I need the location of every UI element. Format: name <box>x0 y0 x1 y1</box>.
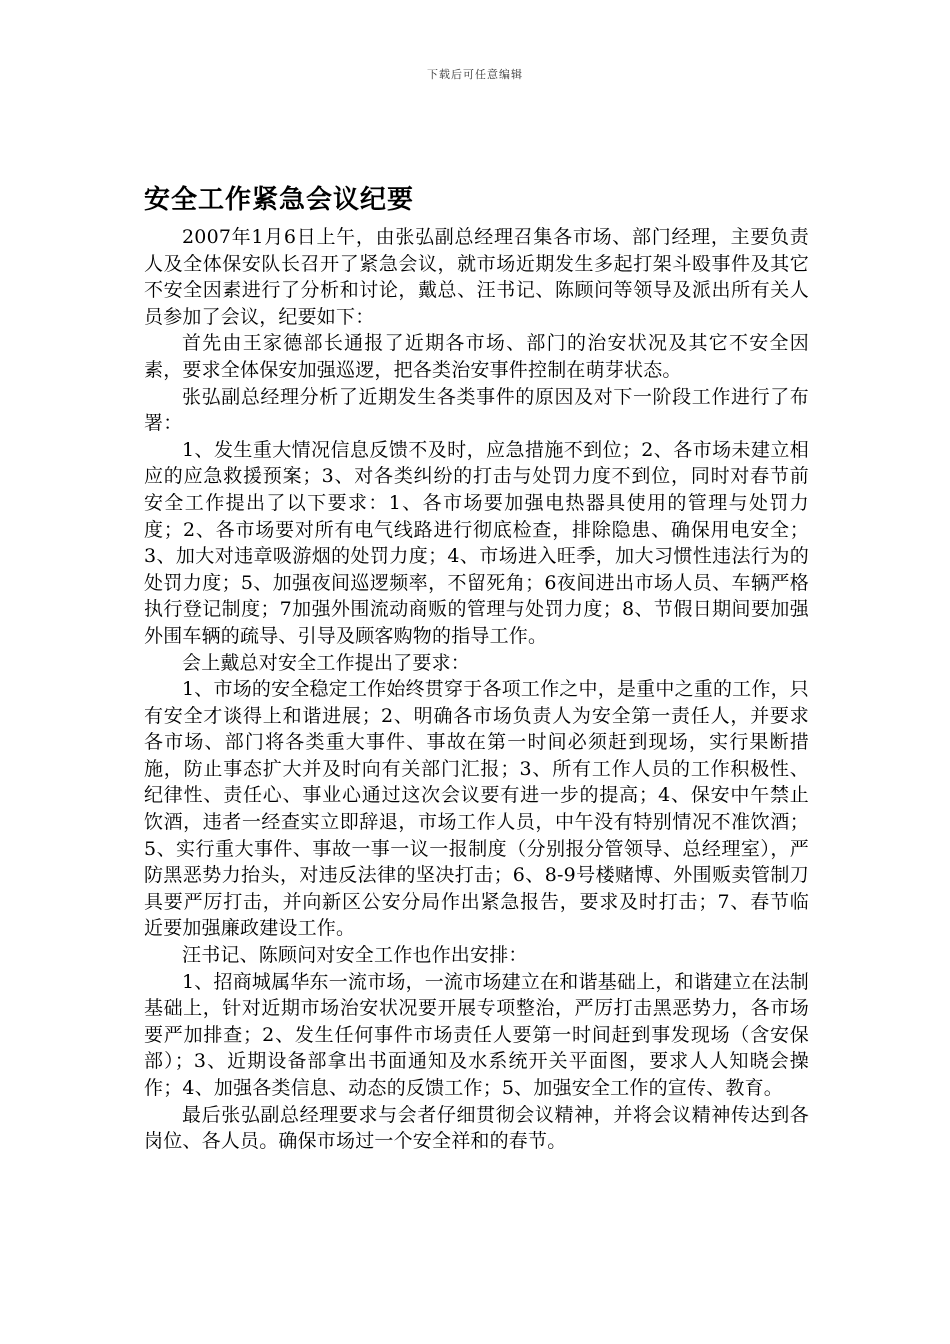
paragraph-analysis-items: 1、发生重大情况信息反馈不及时，应急措施不到位；2、各市场未建立相应的应急救援预案；3、对各类纠纷的打击与处罚力度不到位，同时对春节前安全工作提出了以下要求：1、各市场要加强电热器具使用的管理与处罚力度；2、各市场要对所有电气线路进行彻底检查，排除隐患、确保用电安全；3、加大对违章吸游烟的处罚力度；4、市场进入旺季，加大习惯性违法行为的处罚力度；5、加强夜间巡逻频率，不留死角；6夜间进出市场人员、车辆严格执行登记制度；7加强外围流动商贩的管理与处罚力度；8、节假日期间要加强外围车辆的疏导、引导及顾客购物的指导工作。 <box>144 438 809 647</box>
paragraph-closing: 最后张弘副总经理要求与会者仔细贯彻会议精神，并将会议精神传达到各岗位、各人员。确保市场过一个安全祥和的春节。 <box>144 1103 809 1153</box>
paragraph-meeting-intro: 2007年1月6日上午，由张弘副总经理召集各市场、部门经理，主要负责人及全体保安队长召开了紧急会议，就市场近期发生多起打架斗殴事件及其它不安全因素进行了分析和讨论，戴总、汪书记、陈顾问等领导及派出所有关人员参加了会议，纪要如下： <box>144 226 809 328</box>
paragraph-dai-intro: 会上戴总对安全工作提出了要求： <box>182 651 471 674</box>
paragraph-dai-requirements: 1、市场的安全稳定工作始终贯穿于各项工作之中，是重中之重的工作，只有安全才谈得上和谐进展；2、明确各市场负责人为安全第一责任人，并要求各市场、部门将各类重大事件、事故在第一时间必须赶到现场，实行果断措施，防止事态扩大并及时向有关部门汇报；3、所有工作人员的工作积极性、纪律性、责任心、事业心通过这次会议要有进一步的提高；4、保安中午禁止饮酒，违者一经查实立即辞退，市场工作人员，中午没有特别情况不准饮酒；5、实行重大事件、事故一事一议一报制度（分别报分管领导、总经理室），严防黑恶势力抬头，对违反法律的坚决打击；6、8-9号楼赌博、外围贩卖管制刀具要严厉打击，并向新区公安分局作出紧急报告，要求及时打击；7、春节临近要加强廉政建设工作。 <box>144 678 809 940</box>
page-header-note: 下载后可任意编辑 <box>427 68 523 81</box>
paragraph-wang-chen-arrangements: 1、招商城属华东一流市场，一流市场建立在和谐基础上，和谐建立在法制基础上，针对近期市场治安状况要开展专项整治，严厉打击黑恶势力，各市场要严加排查；2、发生任何事件市场责任人要第一时间赶到事发现场（含安保部）；3、近期设备部拿出书面通知及水系统开关平面图，要求人人知晓会操作；4、加强各类信息、动态的反馈工作；5、加强安全工作的宣传、教育。 <box>144 970 809 1099</box>
paragraph-wang-chen-intro: 汪书记、陈顾问对安全工作也作出安排： <box>182 944 528 967</box>
document-title: 安全工作紧急会议纪要 <box>144 185 415 215</box>
paragraph-analysis-intro: 张弘副总经理分析了近期发生各类事件的原因及对下一阶段工作进行了布署： <box>144 385 809 435</box>
paragraph-security-report: 首先由王家德部长通报了近期各市场、部门的治安状况及其它不安全因素，要求全体保安加强巡逻，把各类治安事件控制在萌芽状态。 <box>144 332 809 381</box>
document-body <box>144 180 809 1155</box>
